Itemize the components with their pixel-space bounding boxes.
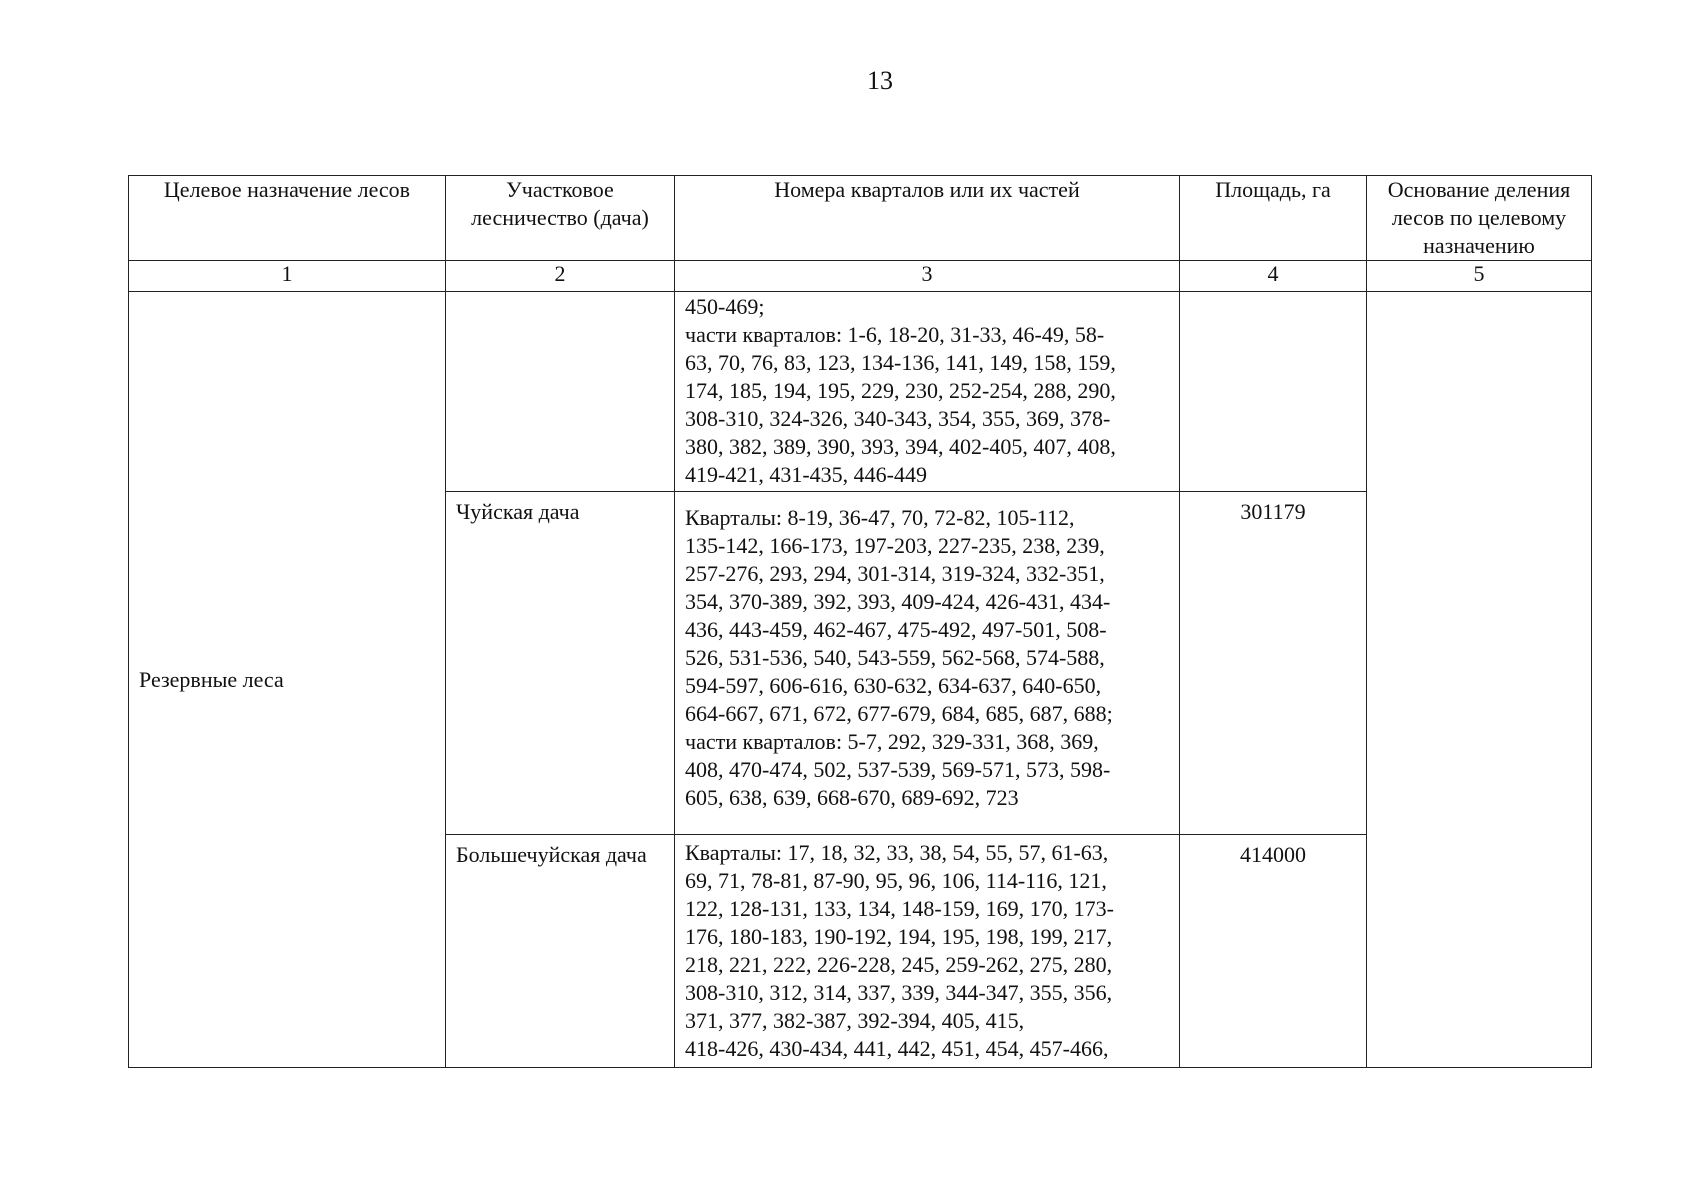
quarters-line: 526, 531-536, 540, 543-559, 562-568, 574-588, xyxy=(685,645,1105,670)
quarters-line: 63, 70, 76, 83, 123, 134-136, 141, 149, 158, 159, xyxy=(685,350,1116,375)
quarters-line: 257-276, 293, 294, 301-314, 319-324, 332-351, xyxy=(685,561,1105,586)
column-number-row xyxy=(129,261,1592,292)
quarters-line: 176, 180-183, 190-192, 194, 195, 198, 199, 217, xyxy=(685,924,1113,949)
forest-purpose-table xyxy=(128,175,1592,1068)
quarters-line: части кварталов: 1-6, 18-20, 31-33, 46-49, 58- xyxy=(685,322,1105,347)
column-number: 2 xyxy=(446,261,675,292)
quarters-cell xyxy=(675,292,1180,492)
column-number: 1 xyxy=(129,261,446,292)
area-cell: 414000 xyxy=(1180,835,1367,1068)
header-forest-purpose: Целевое назначение лесов xyxy=(129,176,446,261)
quarters-cell xyxy=(675,492,1180,835)
quarters-line: Кварталы: 8-19, 36-47, 70, 72-82, 105-112, xyxy=(685,505,1075,530)
quarters-line: 218, 221, 222, 226-228, 245, 259-262, 275, 280, xyxy=(685,952,1113,977)
division-basis-cell xyxy=(1367,292,1592,1068)
quarters-line: 135-142, 166-173, 197-203, 227-235, 238, 239, xyxy=(685,533,1105,558)
area-cell xyxy=(1180,292,1367,492)
column-number: 5 xyxy=(1367,261,1592,292)
quarters-line: 418-426, 430-434, 441, 442, 451, 454, 457-466, xyxy=(685,1036,1109,1061)
forest-purpose-cell: Резервные леса xyxy=(129,292,446,1068)
district-cell: Большечуйская дача xyxy=(446,835,675,1068)
header-division-basis: Основание деления лесов по целевому назначению xyxy=(1367,176,1592,261)
column-number: 4 xyxy=(1180,261,1367,292)
quarters-line: 174, 185, 194, 195, 229, 230, 252-254, 288, 290, xyxy=(685,378,1116,403)
quarters-line: 308-310, 312, 314, 337, 339, 344-347, 355, 356, xyxy=(685,980,1113,1005)
quarters-line: 380, 382, 389, 390, 393, 394, 402-405, 407, 408, xyxy=(685,434,1116,459)
district-cell: Чуйская дача xyxy=(446,492,675,835)
quarters-line: 371, 377, 382-387, 392-394, 405, 415, xyxy=(685,1008,1025,1033)
quarters-cell xyxy=(675,835,1180,1068)
quarters-line: части кварталов: 5-7, 292, 329-331, 368, 369, xyxy=(685,729,1099,754)
quarters-line: 594-597, 606-616, 630-632, 634-637, 640-650, xyxy=(685,673,1102,698)
table-row xyxy=(129,292,1592,492)
header-quarter-numbers: Номера кварталов или их частей xyxy=(675,176,1180,261)
district-cell xyxy=(446,292,675,492)
area-cell: 301179 xyxy=(1180,492,1367,835)
header-district: Участковое лесничество (дача) xyxy=(446,176,675,261)
quarters-line: 408, 470-474, 502, 537-539, 569-571, 573, 598- xyxy=(685,757,1111,782)
table-header-row xyxy=(129,176,1592,261)
quarters-line: 308-310, 324-326, 340-343, 354, 355, 369, 378- xyxy=(685,406,1111,431)
quarters-line: 122, 128-131, 133, 134, 148-159, 169, 170, 173- xyxy=(685,896,1114,921)
quarters-line: Кварталы: 17, 18, 32, 33, 38, 54, 55, 57, 61-63, xyxy=(685,840,1109,865)
quarters-line: 436, 443-459, 462-467, 475-492, 497-501, 508- xyxy=(685,617,1107,642)
page-number: 13 xyxy=(867,66,893,95)
quarters-line: 354, 370-389, 392, 393, 409-424, 426-431, 434- xyxy=(685,589,1111,614)
quarters-line: 450-469; xyxy=(685,294,765,319)
quarters-line: 664-667, 671, 672, 677-679, 684, 685, 687, 688; xyxy=(685,701,1113,726)
header-area: Площадь, га xyxy=(1180,176,1367,261)
quarters-line: 69, 71, 78-81, 87-90, 95, 96, 106, 114-116, 121, xyxy=(685,868,1107,893)
quarters-line: 605, 638, 639, 668-670, 689-692, 723 xyxy=(685,785,1019,810)
quarters-line: 419-421, 431-435, 446-449 xyxy=(685,462,927,487)
column-number: 3 xyxy=(675,261,1180,292)
